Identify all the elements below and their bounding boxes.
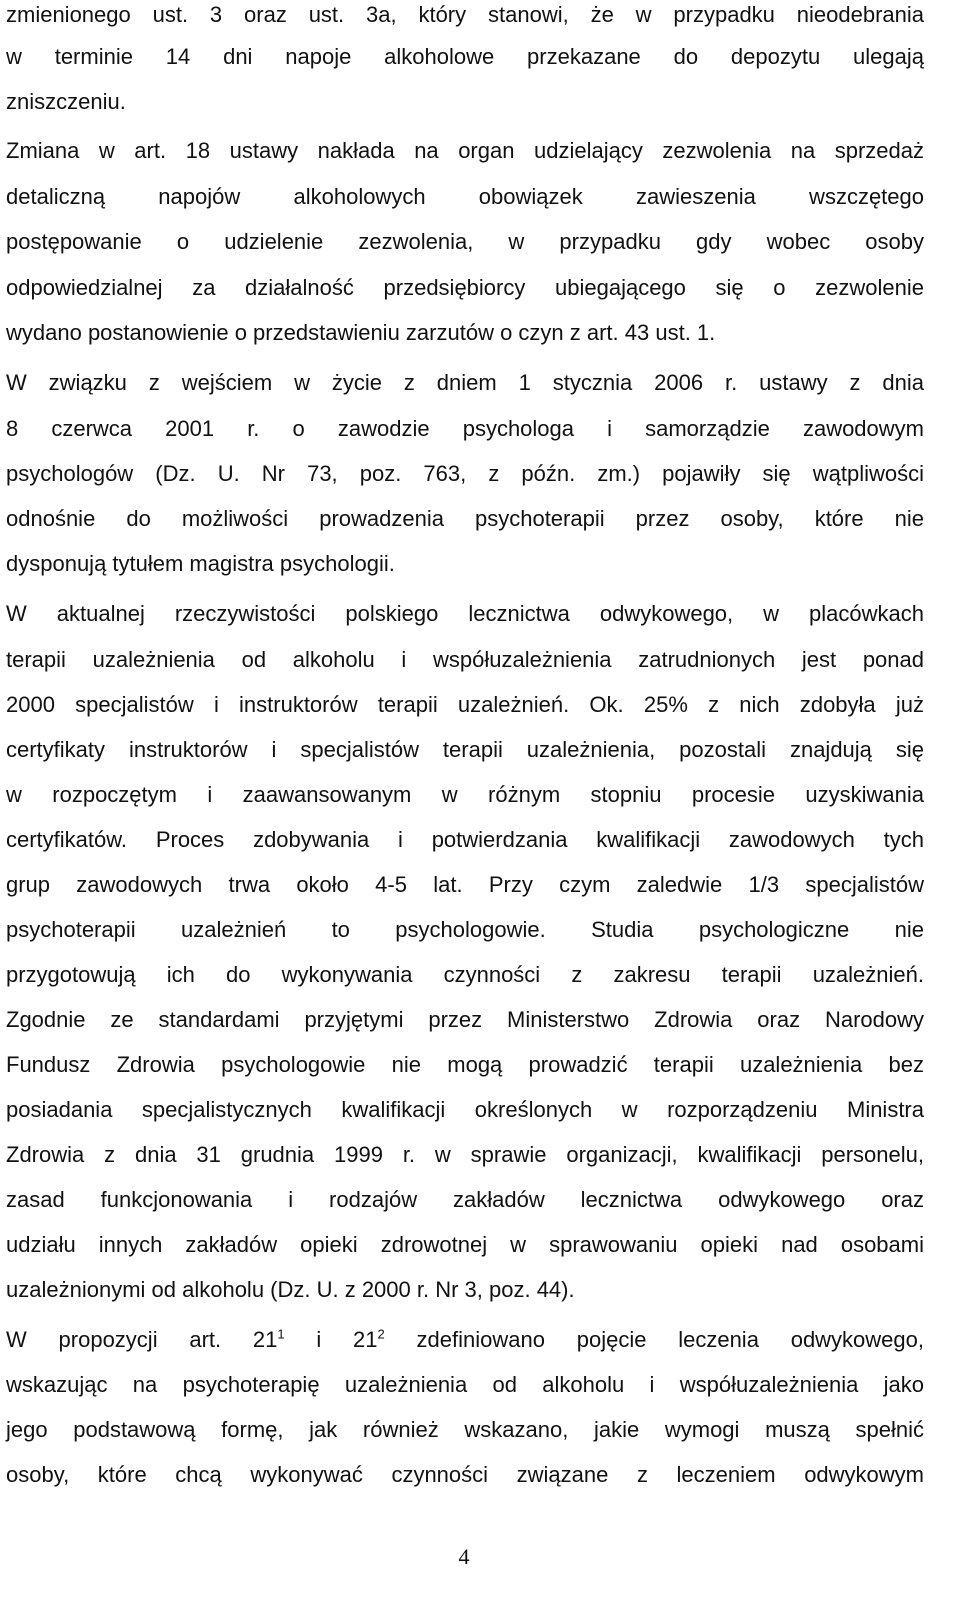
text-line: udziału innych zakładów opieki zdrowotnej w sprawowaniu opieki nad osobami: [6, 1232, 924, 1257]
text-line: odpowiedzialnej za działalność przedsiębiorcy ubiegającego się o zezwolenie: [6, 275, 924, 300]
text-line: jego podstawową formę, jak również wskazano, jakie wymogi muszą spełnić: [6, 1417, 924, 1442]
text-line: posiadania specjalistycznych kwalifikacji określonych w rozporządzeniu Ministra: [6, 1097, 924, 1122]
text-line: zmienionego ust. 3 oraz ust. 3a, który stanowi, że w przypadku nieodebrania: [6, 2, 924, 27]
text-line: detaliczną napojów alkoholowych obowiązek zawieszenia wszczętego: [6, 184, 924, 209]
text-line: zniszczeniu.: [6, 89, 126, 114]
text-line: postępowanie o udzielenie zezwolenia, w przypadku gdy wobec osoby: [6, 229, 924, 254]
text-fragment: zdefiniowano pojęcie leczenia odwykowego,: [384, 1327, 925, 1352]
text-fragment: W propozycji art. 21: [6, 1327, 278, 1352]
text-line: terapii uzależnienia od alkoholu i współuzależnienia zatrudnionych jest ponad: [6, 647, 924, 672]
text-line: Zdrowia z dnia 31 grudnia 1999 r. w sprawie organizacji, kwalifikacji personelu,: [6, 1142, 924, 1167]
text-line: uzależnionymi od alkoholu (Dz. U. z 2000 r. Nr 3, poz. 44).: [6, 1277, 575, 1302]
text-line: odnośnie do możliwości prowadzenia psychoterapii przez osoby, które nie: [6, 506, 924, 531]
text-line: 8 czerwca 2001 r. o zawodzie psychologa i samorządzie zawodowym: [6, 416, 924, 441]
text-line: wskazując na psychoterapię uzależnienia od alkoholu i współuzależnienia jako: [6, 1372, 924, 1397]
text-line: zasad funkcjonowania i rodzajów zakładów lecznictwa odwykowego oraz: [6, 1187, 924, 1212]
text-line: grup zawodowych trwa około 4-5 lat. Przy czym zaledwie 1/3 specjalistów: [6, 872, 924, 897]
text-line: w rozpoczętym i zaawansowanym w różnym stopniu procesie uzyskiwania: [6, 782, 924, 807]
text-fragment: i 21: [284, 1327, 378, 1352]
text-line: W aktualnej rzeczywistości polskiego lecznictwa odwykowego, w placówkach: [6, 601, 924, 626]
page-number: 4: [458, 1544, 470, 1569]
text-line: Fundusz Zdrowia psychologowie nie mogą prowadzić terapii uzależnienia bez: [6, 1052, 924, 1077]
text-line: przygotowują ich do wykonywania czynności z zakresu terapii uzależnień.: [6, 962, 924, 987]
text-line: psychologów (Dz. U. Nr 73, poz. 763, z późn. zm.) pojawiły się wątpliwości: [6, 461, 924, 486]
text-line: [6, 1327, 924, 1353]
text-line: psychoterapii uzależnień to psychologowie. Studia psychologiczne nie: [6, 917, 924, 942]
text-line: wydano postanowienie o przedstawieniu zarzutów o czyn z art. 43 ust. 1.: [6, 320, 716, 345]
text-line: dysponują tytułem magistra psychologii.: [6, 551, 395, 576]
text-line: Zmiana w art. 18 ustawy nakłada na organ udzielający zezwolenia na sprzedaż: [6, 138, 924, 163]
text-line: Zgodnie ze standardami przyjętymi przez Ministerstwo Zdrowia oraz Narodowy: [6, 1007, 924, 1032]
text-line: w terminie 14 dni napoje alkoholowe przekazane do depozytu ulegają: [6, 44, 924, 69]
text-line: W związku z wejściem w życie z dniem 1 stycznia 2006 r. ustawy z dnia: [6, 370, 924, 395]
text-line: certyfikaty instruktorów i specjalistów terapii uzależnienia, pozostali znajdują się: [6, 737, 924, 762]
superscript: 2: [377, 1326, 385, 1342]
text-line: osoby, które chcą wykonywać czynności związane z leczeniem odwykowym: [6, 1462, 924, 1487]
superscript: 1: [277, 1326, 285, 1342]
text-line: certyfikatów. Proces zdobywania i potwierdzania kwalifikacji zawodowych tych: [6, 827, 924, 852]
text-line: 2000 specjalistów i instruktorów terapii uzależnień. Ok. 25% z nich zdobyła już: [6, 692, 924, 717]
